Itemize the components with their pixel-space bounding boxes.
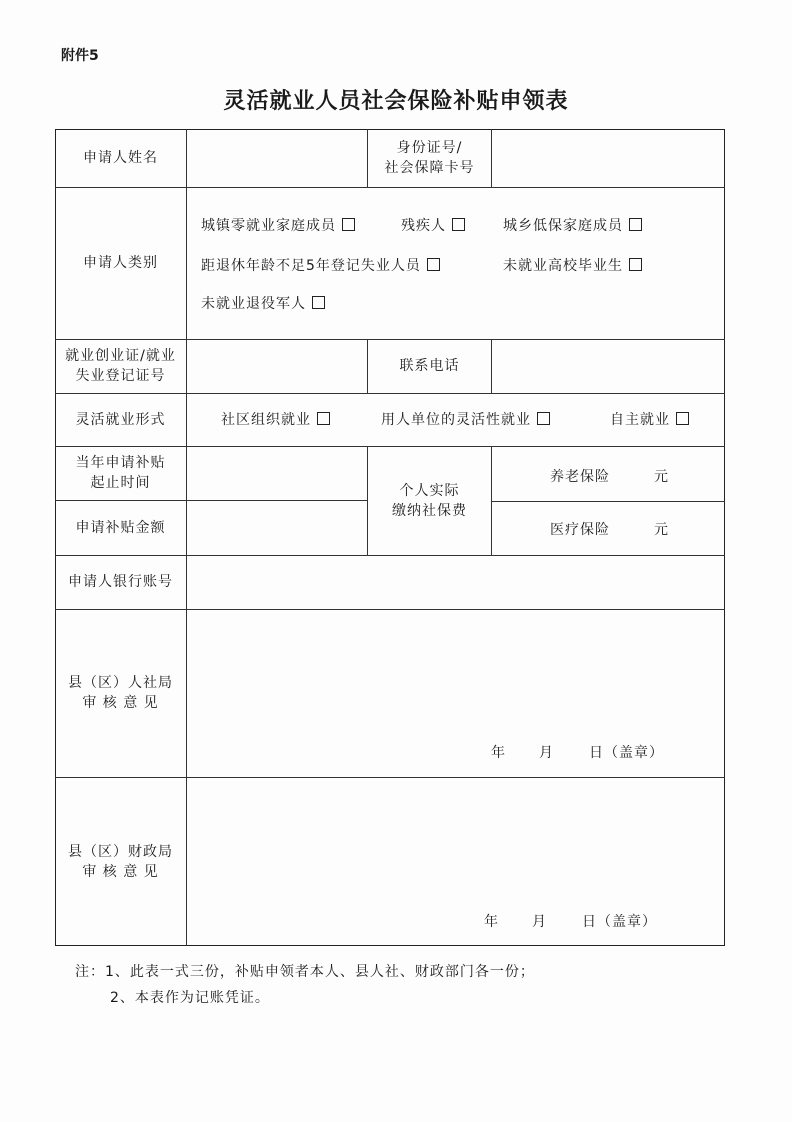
category-option[interactable]: 距退休年龄不足5年登记失业人员 bbox=[201, 256, 440, 276]
checkbox[interactable] bbox=[317, 412, 330, 425]
form-title: 灵活就业人员社会保险补贴申领表 bbox=[223, 89, 569, 114]
checkbox[interactable] bbox=[342, 218, 355, 231]
checkbox[interactable] bbox=[676, 412, 689, 425]
finance-seal-month: 月 bbox=[532, 914, 547, 930]
subsidy-period-label: 当年申请补贴 起止时间 bbox=[75, 455, 166, 491]
employment-cert-label: 就业创业证/就业 失业登记证号 bbox=[65, 348, 176, 384]
employment-cert-field[interactable] bbox=[187, 340, 366, 392]
checkbox[interactable] bbox=[629, 218, 642, 231]
finance-seal-year: 年 bbox=[484, 914, 499, 930]
note-line-2: 2、本表作为记账凭证。 bbox=[110, 990, 270, 1006]
pension-unit: 元 bbox=[654, 469, 669, 485]
hrss-seal-month: 月 bbox=[539, 745, 554, 761]
applicant-name-label: 申请人姓名 bbox=[83, 150, 158, 166]
hrss-review-label: 县（区）人社局 审 核 意 见 bbox=[68, 675, 173, 711]
category-option[interactable]: 未就业高校毕业生 bbox=[503, 256, 642, 276]
subsidy-amount-label: 申请补贴金额 bbox=[75, 519, 166, 536]
applicant-category-label: 申请人类别 bbox=[83, 255, 158, 271]
subsidy-period-field[interactable] bbox=[187, 447, 366, 499]
pension-insurance-label: 养老保险 bbox=[550, 469, 610, 485]
paid-contribution-label: 个人实际 缴纳社保费 bbox=[392, 482, 467, 519]
hrss-seal-day: 日（盖章） bbox=[589, 745, 664, 761]
checkbox[interactable] bbox=[312, 296, 325, 309]
category-option[interactable]: 城镇零就业家庭成员 bbox=[201, 216, 355, 236]
flex-form-option[interactable]: 自主就业 bbox=[610, 410, 689, 430]
category-option[interactable]: 未就业退役军人 bbox=[201, 294, 325, 314]
phone-field[interactable] bbox=[492, 340, 724, 392]
hrss-seal-year: 年 bbox=[491, 745, 506, 761]
category-option[interactable]: 残疾人 bbox=[401, 216, 465, 236]
checkbox[interactable] bbox=[629, 258, 642, 271]
id-number-field[interactable] bbox=[492, 130, 724, 186]
flex-form-label: 灵活就业形式 bbox=[75, 411, 166, 428]
category-option[interactable]: 城乡低保家庭成员 bbox=[503, 216, 642, 236]
note-line-1: 注：1、此表一式三份，补贴申领者本人、县人社、财政部门各一份； bbox=[75, 964, 535, 980]
checkbox[interactable] bbox=[427, 258, 440, 271]
attachment-label: 附件5 bbox=[61, 48, 99, 64]
flex-form-option[interactable]: 社区组织就业 bbox=[221, 410, 330, 430]
checkbox[interactable] bbox=[537, 412, 550, 425]
id-number-label: 身份证号/ 社会保障卡号 bbox=[384, 140, 475, 176]
column-divider bbox=[491, 446, 492, 555]
flex-form-option[interactable]: 用人单位的灵活性就业 bbox=[381, 410, 550, 430]
subsidy-amount-field[interactable] bbox=[187, 501, 366, 554]
applicant-name-field[interactable] bbox=[187, 130, 366, 186]
row-divider bbox=[491, 501, 725, 502]
bank-account-label: 申请人银行账号 bbox=[68, 574, 173, 590]
finance-seal-day: 日（盖章） bbox=[582, 914, 657, 930]
checkbox[interactable] bbox=[452, 218, 465, 231]
finance-review-label: 县（区）财政局 审 核 意 见 bbox=[68, 843, 173, 880]
bank-account-field[interactable] bbox=[187, 556, 724, 608]
medical-insurance-label: 医疗保险 bbox=[550, 522, 610, 538]
phone-label: 联系电话 bbox=[399, 358, 460, 374]
medical-unit: 元 bbox=[654, 522, 669, 538]
